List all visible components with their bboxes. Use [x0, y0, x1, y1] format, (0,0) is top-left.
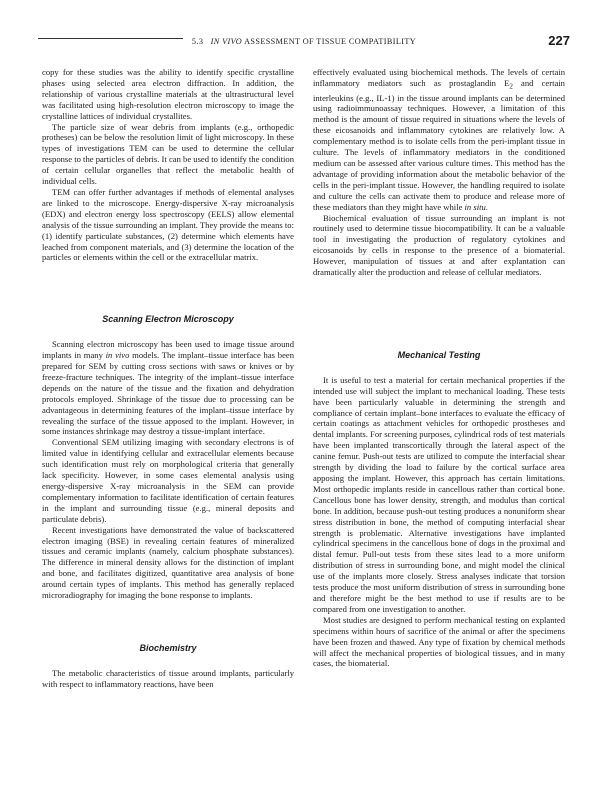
text-run: and certain interleukins (e.g., IL-1) in the tissue around implants can be determined using radioimmunoassay techniques. However, a limitation of this method is the amount of tissue required in situations where the levels of these eicosanoids and inflammatory cytokines are relatively low. A complementary method is to isolate cells from the peri-implant tissue in culture. The levels of inflammatory mediators in the conditioned medium can be assessed after various culture times. This method has the advantage of providing information about the metabolic behavior of the cells in the peri-implant tissue. However, the handling required to isolate and culture the cells can activate them to produce and release more of these mediators than they might have while — [313, 77, 565, 212]
text-run: Scanning electron microscopy has been used to image tissue around implants in many — [42, 339, 294, 361]
paragraph: copy for these studies was the ability to identify specific crystalline phases using selected area electron diffraction. In addition, the relationship of various crystalline materials at the ultrastructural level was facilitated using high-resolution electron microscopy to image the crystalline lattices of individual crystallites. — [42, 67, 294, 121]
section-heading-mechanical-testing: Mechanical Testing — [397, 349, 481, 360]
page-number: 227 — [548, 33, 570, 48]
running-head-title — [38, 36, 570, 48]
paragraph: Conventional SEM utilizing imaging with secondary electrons is of limited value in identifying cellular and extracellular elements because such identification must rely on morphological criteria that generally lack specificity. However, in some cases elemental analysis using energy-dispersive X-ray microanalysis in the SEM can provide complementary information to facilitate identification of certain features in the implant and surrounding tissue (e.g., mineral deposits and particulate debris). — [42, 437, 294, 524]
text-run: effectively evaluated using biochemical methods. The levels of certain inflammatory mediators such as prostaglandin E — [313, 67, 565, 88]
paragraph: Recent investigations have demonstrated the value of backscattered electron imaging (BSE) in revealing certain features of mineralized tissues and ceramic implants (namely, calcium phosphate substances). The difference in mineral density allows for the distinction of implant and bone, and facilitates digitized, quantitative area analysis of bone around certain types of implants. This method has generally replaced microradiography for imaging the bone response to implants. — [42, 524, 294, 601]
text-run: . — [485, 201, 488, 212]
italic-text: in vivo — [105, 350, 130, 361]
section-heading-sem: Scanning Electron Microscopy — [102, 314, 234, 325]
running-header — [38, 33, 570, 52]
section-number: 5.3 — [191, 37, 204, 46]
paragraph — [313, 67, 565, 213]
paragraph: Most studies are designed to perform mechanical testing on explanted specimens within hours of sacrifice of the animal or after the specimens have been frozen and thawed. Any type of fixation by chemical methods will affect the mechanical properties of biological tissues, and in many cases, the biomaterial. — [313, 614, 565, 669]
paragraph: The particle size of wear debris from implants (e.g., orthopedic protheses) can be below the resolution limit of light microscopy. In these types of investigations TEM can be used to determine the cellular response to the particles of debris. It can be used to identify the condition of certain cellular organelles that reflect the metabolic health of individual cells. — [42, 121, 295, 187]
title-rest: ASSESSMENT OF TISSUE COMPATIBILITY — [244, 37, 417, 46]
title-italic: IN VIVO — [210, 37, 243, 46]
section-heading-biochemistry: Biochemistry — [139, 642, 197, 653]
paragraph: TEM can offer further advantages if methods of elemental analyses are linked to the microscope. Energy-dispersive X-ray microanalysis (EDX) and electron energy loss spectroscopy (EELS) allow elemental analysis of the tissue surrounding an implant. They provide the means to: (1) identify particulate substances, (2) determine which elements have leached from component materials, and (3) determine the location of the particles or elements within the cell or the extracellular matrix. — [42, 186, 294, 263]
text-run: models. The implant–tissue interface has been prepared for SEM by cutting cross sections with saws or knives or by freeze-fracture techniques. The integrity of the implant–tissue interface depends on the nature of the tissue and the fixation and dehydration protocols employed. Shrinkage of the tissue due to processing can be advantageous in determining features of the implant–tissue interface by revealing the surface of the tissue apposed to the implant. However, in some instances shrinkage may destroy a tissue-implant interface. — [42, 350, 294, 437]
paragraph: Biochemical evaluation of tissue surrounding an implant is not routinely used to determine tissue biocompatibility. It can be a valuable tool in investigating the production of regulatory cytokines and eicosanoids by cells in response to the presence of a biomaterial. However, manipulation of tissues at and after explantation can dramatically alter the production and release of cellular mediators. — [313, 212, 565, 278]
left-column — [42, 67, 294, 690]
right-column — [313, 67, 565, 669]
italic-text: in situ — [464, 201, 486, 212]
paragraph: It is useful to test a material for certain mechanical properties if the intended use will subject the implant to mechanical loading. These tests have been particularly valuable in determining the strength and compliance of certain implant–bone interfaces to evaluate the efficacy of certain coatings as attachment vehicles for orthopedic prostheses and dental implants. For screening purposes, cylindrical rods of test materials have been implanted transcortically through the lateral aspect of the canine femur. Push-out tests are utilized to compute the interfacial shear strength by dividing the load to failure by the cortical surface area apposing the implant. However, this approach has certain limitations. Most orthopedic implants reside in cancellous rather than cortical bone. Cancellous bone has lower density, strength, and modulus than cortical bone. In addition, because push-out testing produces a nonuniform shear stress distribution in bone, the method of computing interfacial shear strength is problematic. Alternative investigations have implanted cylindrical specimens in the cancellous bone of dogs in the proximal and distal femur. Pull-out tests from these sites lead to a more uniform distribution of stress in surrounding bone, and might model the clinical use of the implants more closely. Stress analyses indicate that torsion tests produce the most uniform distribution of stress in surrounding bone and therefore might be the best method to use if results are to be compared from one investigation to another. — [313, 374, 565, 614]
paragraph: The metabolic characteristics of tissue around implants, particularly with respect to inflammatory reactions, have been — [42, 667, 294, 689]
paragraph — [42, 339, 294, 437]
subscript: 2 — [509, 82, 513, 91]
